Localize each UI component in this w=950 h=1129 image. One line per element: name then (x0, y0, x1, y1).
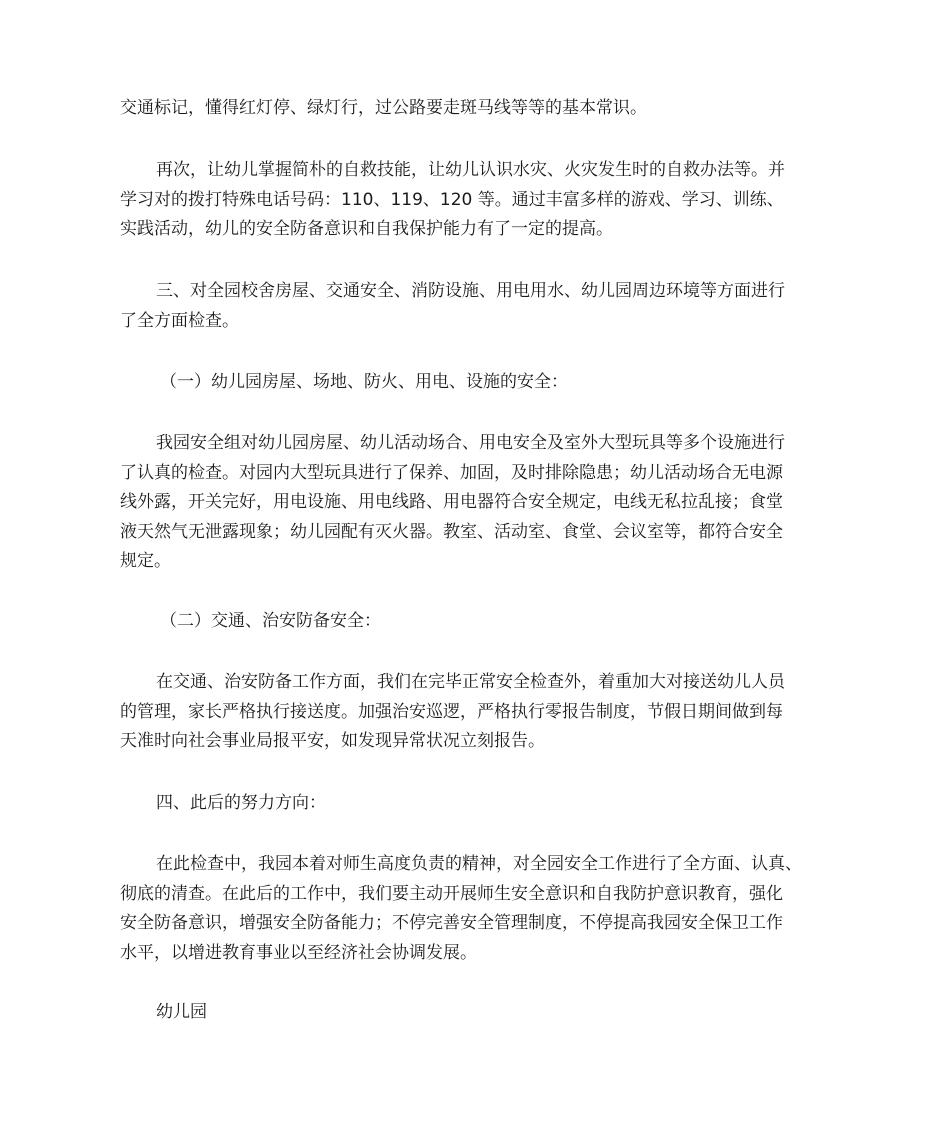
text-line: （二）交通、治安防备安全： (160, 611, 381, 631)
subsection-heading-two (120, 607, 840, 637)
text-line: 天准时向社会事业局报平安，如发现异常状况立刻报告。 (120, 731, 545, 751)
text-line: 的管理，家长严格执行接送度。加强治安巡逻，严格执行零报告制度，节假日期间做到每 (120, 701, 783, 722)
text-line: 交通标记，懂得红灯停、绿灯行，过公路要走斑马线等等的基本常识。 (120, 98, 647, 118)
text-line: 幼儿园 (156, 1002, 207, 1022)
text-line: 线外露，开关完好，用电设施、用电线路、用电器符合安全规定，电线无私拉乱接；食堂 (120, 492, 783, 512)
text-line: 安全防备意识，增强安全防备能力；不停完善安全管理制度，不停提高我园安全保卫工作 (120, 913, 783, 933)
text-line: 四、此后的努力方向： (156, 793, 326, 813)
section-heading-three (120, 277, 840, 336)
subsection-heading-one (120, 368, 840, 398)
text-line: 学习对的拨打特殊电话号码：110、119、120 等。通过丰富多样的游戏、学习、训练、 (120, 189, 784, 210)
text-line: 了全方面检查。 (120, 310, 239, 331)
text-line: 再次，让幼儿掌握简朴的自救技能，让幼儿认识水灾、火灾发生时的自救办法等。并 (156, 160, 785, 180)
text-line: 彻底的清查。在此后的工作中，我们要主动开展师生安全意识和自我防护意识教育，强化 (120, 883, 783, 904)
text-line: 在此检查中，我园本着对师生高度负责的精神，对全园安全工作进行了全方面、认真、 (156, 854, 802, 874)
paragraph-self-rescue (120, 156, 840, 245)
section-heading-four (120, 789, 840, 819)
text-line: （一）幼儿园房屋、场地、防火、用电、设施的安全： (160, 372, 568, 392)
paragraph-facility-inspection (120, 429, 840, 577)
text-line: 规定。 (120, 551, 171, 571)
text-line: 实践活动，幼儿的安全防备意识和自我保护能力有了一定的提高。 (120, 219, 613, 239)
text-line: 水平，以增进教育事业以至经济社会协调发展。 (120, 942, 477, 963)
text-line: 了认真的检查。对园内大型玩具进行了保养、加固，及时排除隐患；幼儿活动场合无电源 (120, 462, 783, 483)
text-line: 三、对全园校舍房屋、交通安全、消防设施、用电用水、幼儿园周边环境等方面进行 (156, 281, 785, 301)
text-line: 在交通、治安防备工作方面，我们在完毕正常安全检查外，着重加大对接送幼儿人员 (156, 672, 785, 692)
paragraph-traffic-security (120, 668, 840, 757)
text-line: 我园安全组对幼儿园房屋、幼儿活动场合、用电安全及室外大型玩具等多个设施进行 (156, 433, 785, 453)
paragraph-traffic-signs (120, 94, 840, 124)
text-line: 液天然气无泄露现象；幼儿园配有灭火器。教室、活动室、食堂、会议室等，都符合安全 (120, 521, 783, 542)
signature-kindergarten (120, 998, 840, 1028)
paragraph-future-direction (120, 850, 840, 968)
